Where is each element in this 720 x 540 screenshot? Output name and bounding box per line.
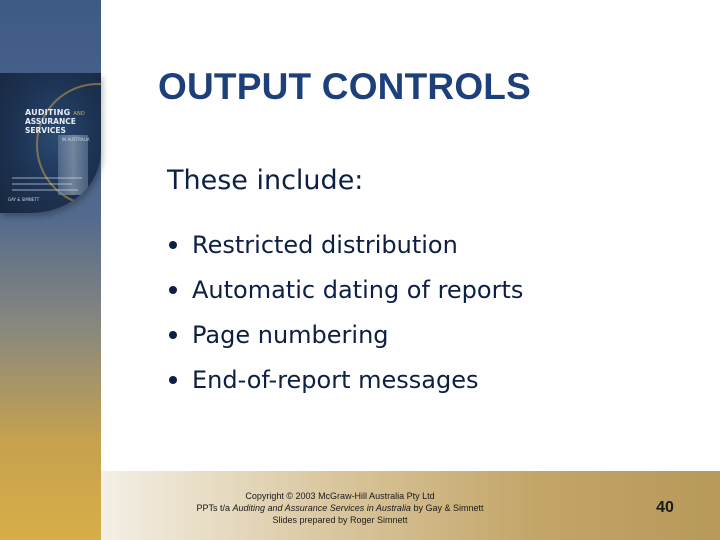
bullet-item (167, 267, 523, 312)
bullet-text: Automatic dating of reports (192, 275, 524, 304)
footer-ppts-line: PPTs t/a Auditing and Assurance Services in Australia by Gay & Simnett (196, 503, 484, 513)
bullet-dot-icon (169, 376, 177, 384)
bullet-dot-icon (169, 241, 177, 249)
footer-credits (160, 490, 520, 526)
book-cover-line (12, 183, 72, 185)
bullet-text: End-of-report messages (192, 365, 479, 394)
book-cover-title-line3: SERVICES (25, 126, 66, 135)
bullet-text: Page numbering (192, 320, 389, 349)
book-cover-pillar (58, 135, 88, 195)
book-cover-image (0, 73, 101, 213)
slide-title: OUTPUT CONTROLS (158, 66, 531, 107)
bullet-dot-icon (169, 331, 177, 339)
bullet-item (167, 222, 523, 267)
bullet-item (167, 357, 523, 402)
bullet-item (167, 312, 523, 357)
footer-book-title: Auditing and Assurance Services in Australia (232, 503, 411, 513)
book-cover-title: AUDITING AND (25, 108, 85, 117)
book-cover-title-line2: ASSURANCE (25, 117, 76, 126)
left-decorative-band (0, 0, 101, 540)
book-cover-subtitle: IN AUSTRALIA (62, 137, 90, 142)
intro-text: These include: (167, 165, 364, 196)
footer-copyright: Copyright © 2003 McGraw-Hill Australia Pty Ltd (245, 491, 435, 501)
bullet-list (167, 222, 523, 402)
page-number: 40 (656, 499, 674, 516)
bullet-text: Restricted distribution (192, 230, 458, 259)
book-cover-line (12, 189, 78, 191)
footer-prepared-by: Slides prepared by Roger Simnett (272, 515, 408, 525)
bullet-dot-icon (169, 286, 177, 294)
book-cover-line (12, 177, 82, 179)
book-cover-authors: GAY & SIMNETT (8, 197, 40, 202)
